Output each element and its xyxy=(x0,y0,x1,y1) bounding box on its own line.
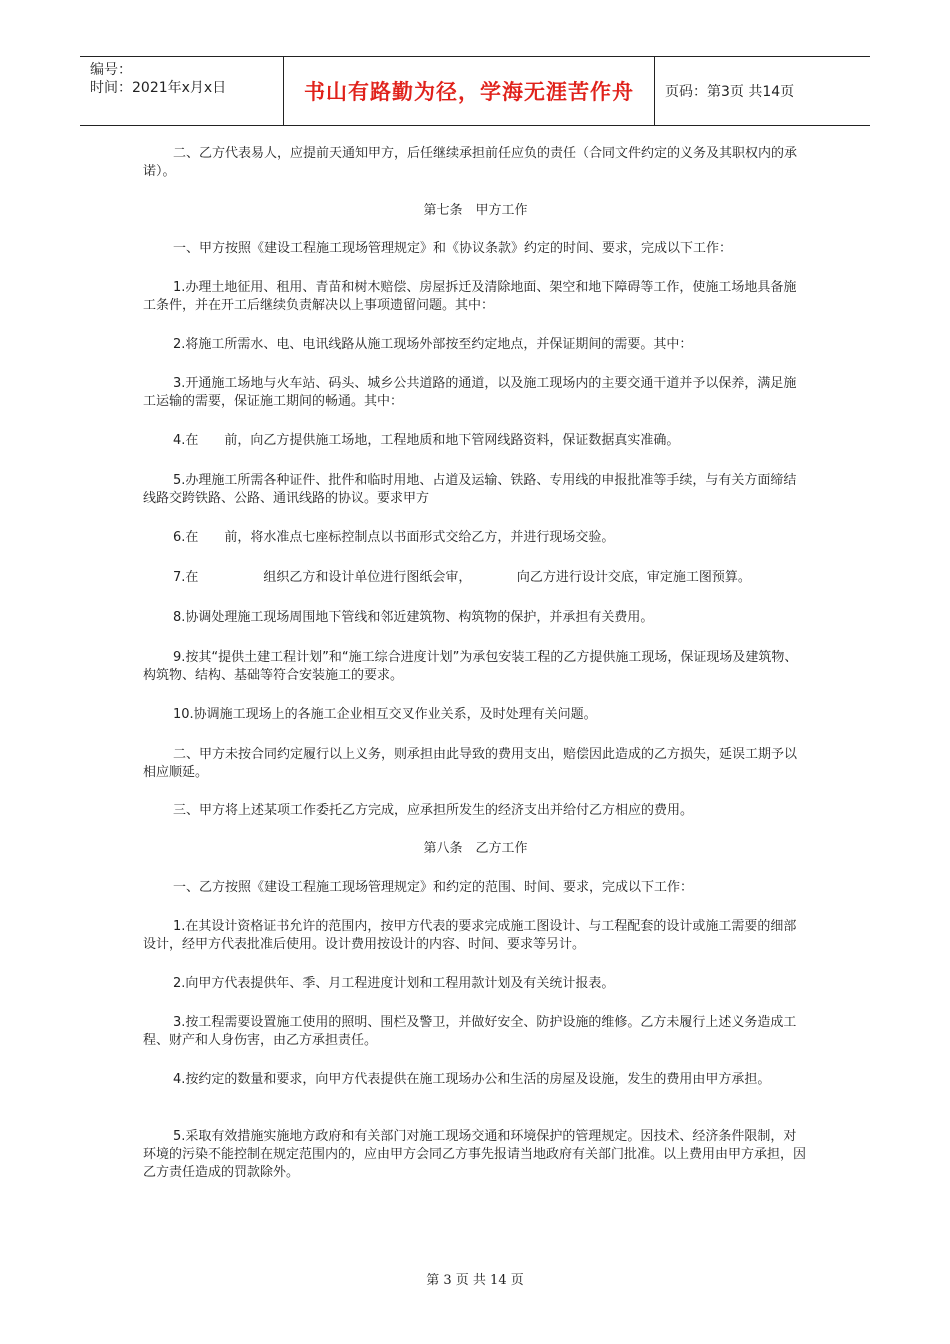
list-item: 3.开通施工场地与火车站、码头、城乡公共道路的通道，以及施工现场内的主要交通干道并予以保养，满足施工运输的需要，保证施工期间的畅通。其中： xyxy=(143,376,797,409)
paragraph: 一、乙方按照《建设工程施工现场管理规定》和约定的范围、时间、要求，完成以下工作： xyxy=(173,880,694,895)
list-item: 1.在其设计资格证书允许的范围内，按甲方代表的要求完成施工图设计、与工程配套的设计或施工需要的细部设计，经甲方代表批准后使用。设计费用按设计的内容、时间、要求等另计。 xyxy=(143,919,797,952)
page-footer: 第 3 页 共 14 页 xyxy=(426,1273,524,1288)
list-item: 6.在 前，将水准点七座标控制点以书面形式交给乙方，并进行现场交验。 xyxy=(173,530,615,545)
list-item: 1.办理土地征用、租用、青苗和树木赔偿、房屋拆迁及清除地面、架空和地下障碍等工作，使施工场地具备施工条件，并在开工后继续负责解决以上事项遗留问题。其中： xyxy=(143,280,797,313)
header-page-number: 页码：第3页 共14页 xyxy=(665,84,795,100)
list-item: 9.按其“提供土建工程计划”和“施工综合进度计划”为承包安装工程的乙方提供施工现场，保证现场及建筑物、构筑物、结构、基础等符合安装施工的要求。 xyxy=(143,650,798,683)
list-item: 10.协调施工现场上的各施工企业相互交叉作业关系，及时处理有关问题。 xyxy=(173,707,597,722)
list-item: 5.办理施工所需各种证件、批件和临时用地、占道及运输、铁路、专用线的申报批准等手续，与有关方面缔结线路交跨铁路、公路、通讯线路的协议。要求甲方 xyxy=(143,473,797,506)
document-date-label: 时间：2021年x月x日 xyxy=(90,80,227,96)
header-meta xyxy=(80,57,283,125)
paragraph: 二、乙方代表易人，应提前天通知甲方，后任继续承担前任应负的责任（合同文件约定的义务及其职权内的承诺）。 xyxy=(143,146,798,179)
paragraph: 二、甲方未按合同约定履行以上义务，则承担由此导致的费用支出，赔偿因此造成的乙方损失，延误工期予以相应顺延。 xyxy=(143,747,798,780)
list-item: 5.采取有效措施实施地方政府和有关部门对施工现场交通和环境保护的管理规定。因技术、经济条件限制，对环境的污染不能控制在规定范围内的，应由甲方会同乙方事先报请当地政府有关部门批准。以上费用由甲方承担，因乙方责任造成的罚款除外。 xyxy=(143,1129,807,1180)
list-item: 2.将施工所需水、电、电讯线路从施工现场外部按至约定地点，并保证期间的需要。其中： xyxy=(173,337,693,352)
list-item: 4.按约定的数量和要求，向甲方代表提供在施工现场办公和生活的房屋及设施，发生的费用由甲方承担。 xyxy=(173,1072,771,1087)
list-item: 2.向甲方代表提供年、季、月工程进度计划和工程用款计划及有关统计报表。 xyxy=(173,976,615,991)
document-number-label: 编号： xyxy=(90,62,132,78)
list-item: 3.按工程需要设置施工使用的照明、围栏及警卫，并做好安全、防护设施的维修。乙方未履行上述义务造成工程、财产和人身伤害，由乙方承担责任。 xyxy=(143,1015,797,1048)
paragraph: 一、甲方按照《建设工程施工现场管理规定》和《协议条款》约定的时间、要求，完成以下工作： xyxy=(173,241,733,256)
paragraph: 三、甲方将上述某项工作委托乙方完成，应承担所发生的经济支出并给付乙方相应的费用。 xyxy=(173,803,694,818)
header-slogan: 书山有路勤为径，学海无涯苦作舟 xyxy=(283,57,655,125)
list-item: 4.在 前，向乙方提供施工场地，工程地质和地下管网线路资料，保证数据真实准确。 xyxy=(173,433,680,448)
list-item: 8.协调处理施工现场周围地下管线和邻近建筑物、构筑物的保护，并承担有关费用。 xyxy=(173,610,654,625)
section-heading-8: 第八条 乙方工作 xyxy=(423,841,528,856)
page-header xyxy=(80,56,870,126)
section-heading-7: 第七条 甲方工作 xyxy=(423,203,528,218)
list-item: 7.在 组织乙方和设计单位进行图纸会审， 向乙方进行设计交底，审定施工图预算。 xyxy=(173,570,751,585)
